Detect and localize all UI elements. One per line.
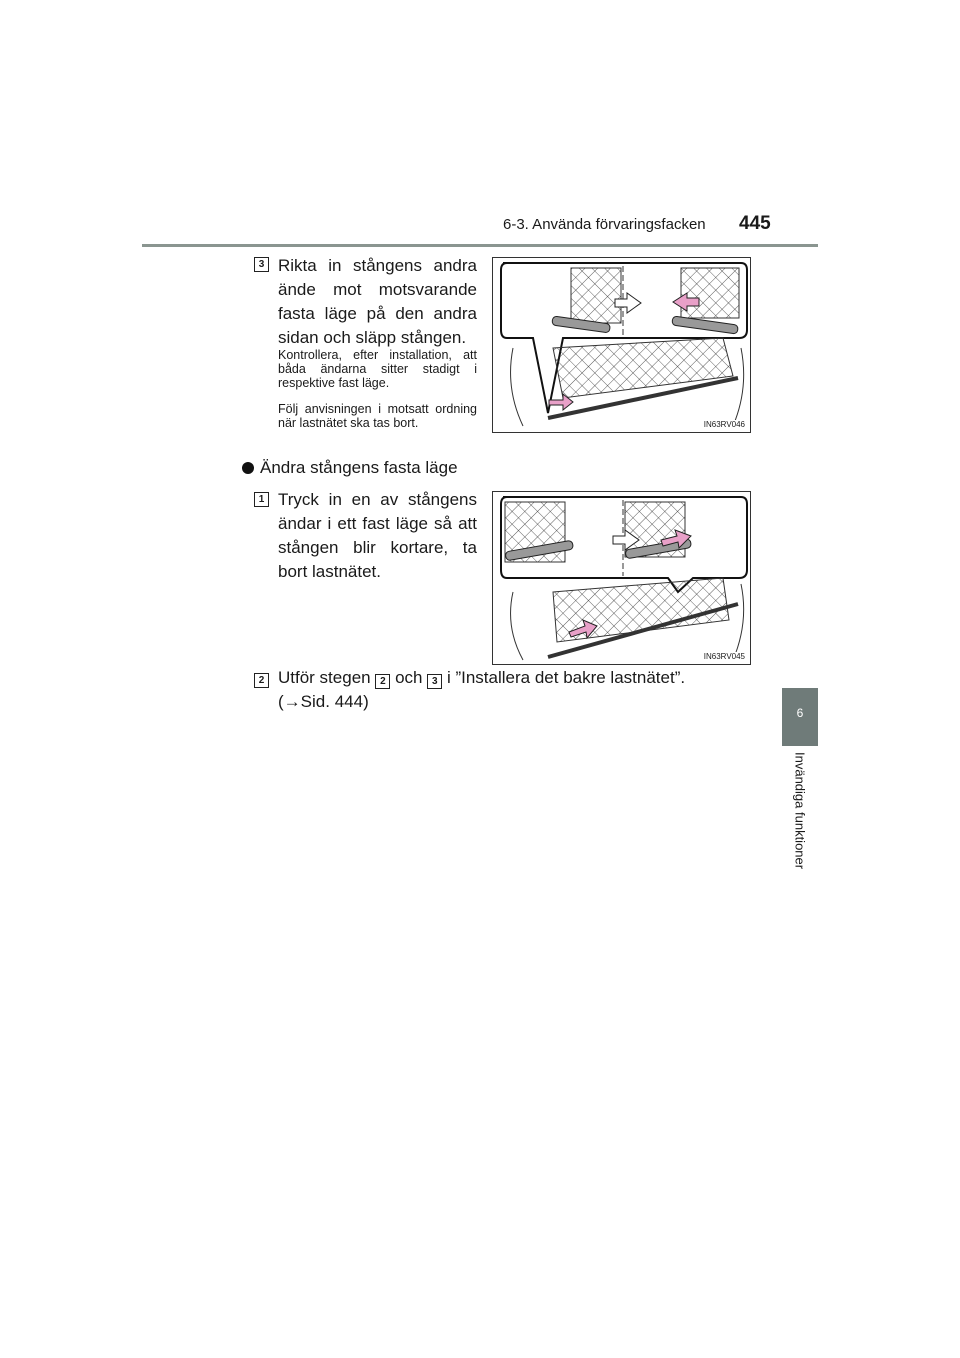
cargo-net-drawing xyxy=(493,492,750,664)
step-number-box: 1 xyxy=(254,492,269,507)
figure-code: IN63RV046 xyxy=(703,420,745,429)
step-3-text: Rikta in stångens andra ände mot motsvarande fasta läge på den andra sidan och släpp stången. xyxy=(278,256,477,347)
chapter-tab xyxy=(782,688,818,746)
step-1-text: Tryck in en av stångens ändar i ett fast läge så att stången blir kortare, ta bort lastnätet. xyxy=(278,490,477,581)
step-ref-box: 3 xyxy=(427,674,442,689)
subsection-heading-text: Ändra stångens fasta läge xyxy=(260,458,458,477)
figure-code: IN63RV045 xyxy=(703,652,745,661)
cargo-net-drawing xyxy=(493,258,750,432)
section-title: 6-3. Använda förvaringsfacken xyxy=(503,216,706,233)
chapter-label xyxy=(793,752,807,892)
bullet-icon xyxy=(242,462,254,474)
header-rule xyxy=(142,244,818,247)
step-number-box: 3 xyxy=(254,257,269,272)
step-2-text-before: Utför stegen xyxy=(278,668,371,687)
step-2-text-after: i ”Installera det bakre lastnätet”. xyxy=(446,668,686,687)
step-ref-box: 2 xyxy=(375,674,390,689)
page-number: 445 xyxy=(739,213,771,234)
arrow-icon: → xyxy=(283,692,301,711)
page-reference[interactable]: Sid. 444 xyxy=(300,692,364,711)
step-3-note: Följ anvisningen i motsatt ordning när lastnätet ska tas bort. xyxy=(278,402,477,430)
step-2-text: Utför stegen 2 och 3 i ”Installera det bakre lastnätet”. (→Sid. 444) xyxy=(278,668,686,711)
step-3-note: Kontrollera, efter installation, att båda ändarna sitter stadigt i respektive fast läge. xyxy=(278,348,477,390)
cargo-net-illustration xyxy=(492,257,751,433)
chapter-title: Invändiga funktioner xyxy=(792,752,808,870)
chapter-number: 6 xyxy=(796,706,804,720)
cargo-net-illustration xyxy=(492,491,751,665)
step-2-text-middle: och xyxy=(395,668,423,687)
step-number-box: 2 xyxy=(254,673,269,688)
subsection-heading xyxy=(242,458,458,478)
